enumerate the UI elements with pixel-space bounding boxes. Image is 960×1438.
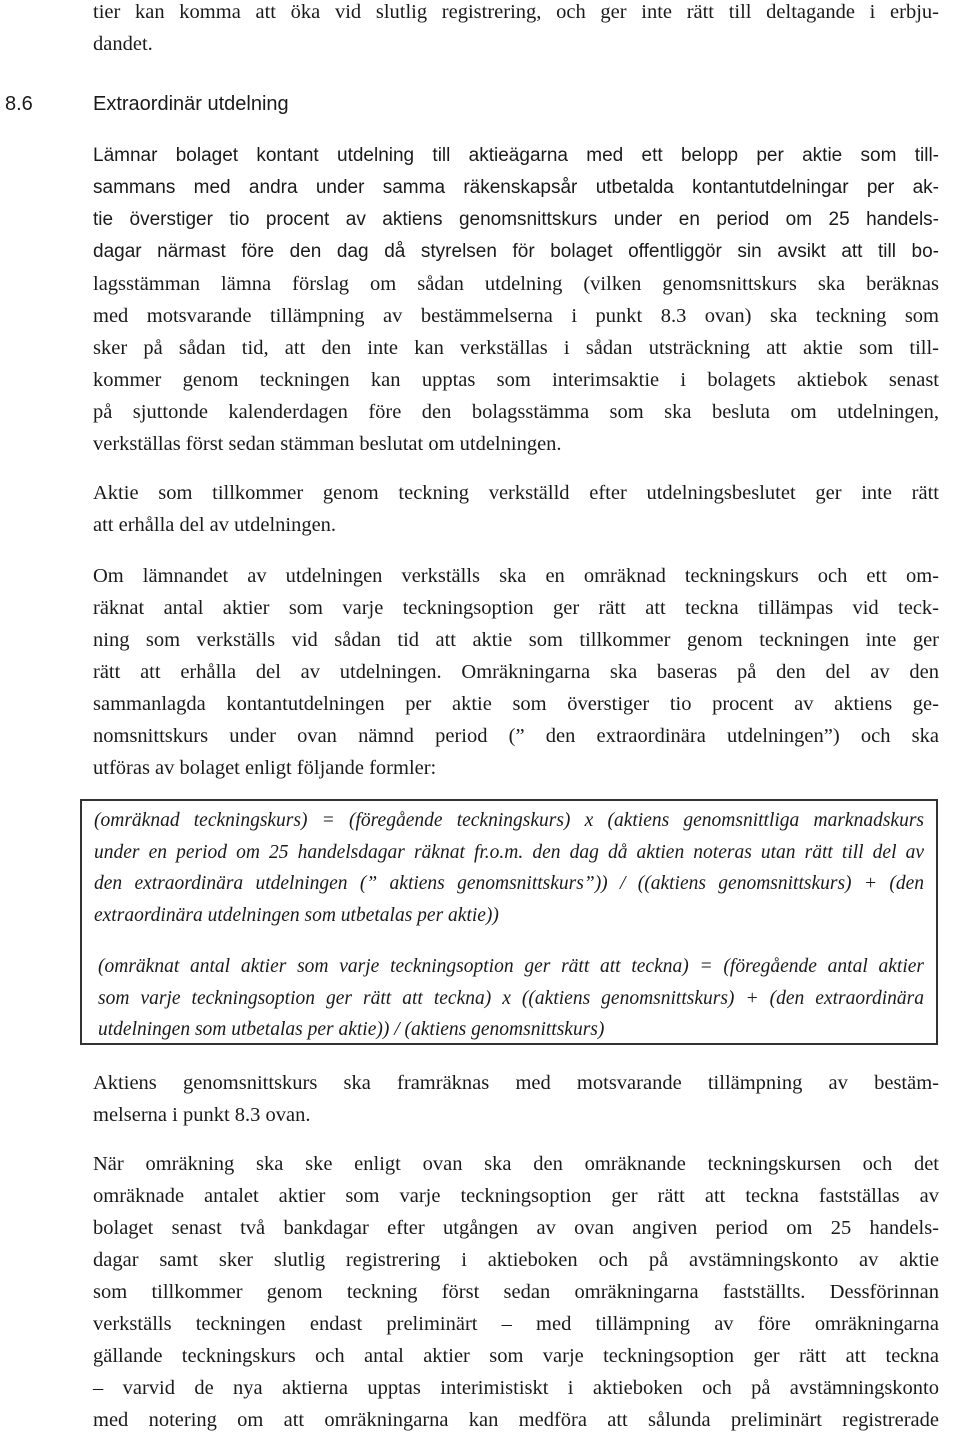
text-line: sker på sådan tid, att den inte kan verkställas i sådan utsträckning att aktie som till- [93, 337, 939, 359]
paragraph-5 [93, 1148, 939, 1436]
text-line: tier kan komma att öka vid slutlig registrering, och ger inte rätt till deltagande i erbju- [93, 1, 939, 23]
text-line: När omräkning ska ske enligt ovan ska den omräknande teckningskursen och det [93, 1153, 939, 1175]
intro-paragraph [93, 0, 939, 60]
formula-antal-aktier [98, 951, 924, 1046]
paragraph-3 [93, 560, 939, 784]
formula-line: den extraordinära utdelningen (” aktiens genomsnittskurs”)) / ((aktiens genomsnittskurs) + (den [94, 873, 924, 894]
formula-line: utdelningen som utbetalas per aktie)) / (aktiens genomsnittskurs) [98, 1019, 605, 1040]
text-line: gällande teckningskurs och antal aktier som varje teckningsoption ger rätt att teckna [93, 1345, 939, 1367]
text-line: dandet. [93, 33, 153, 55]
text-line: utföras av bolaget enligt följande formler: [93, 757, 437, 779]
paragraph-4 [93, 1067, 939, 1131]
text-line: på sjuttonde kalenderdagen före den bolagsstämma som ska besluta om utdelningen, [93, 401, 939, 423]
text-line: omräknade antalet aktier som varje teckningsoption ger rätt att teckna fastställas av [93, 1185, 939, 1207]
text-line: dagar samt sker slutlig registrering i aktieboken och på avstämningskonto av aktie [93, 1249, 939, 1271]
formula-box [80, 799, 938, 1045]
text-line: lagsstämman lämna förslag om sådan utdelning (vilken genomsnittskurs ska beräknas [93, 273, 939, 295]
text-line: Aktie som tillkommer genom teckning verkställd efter utdelningsbeslutet ger inte rätt [93, 482, 939, 504]
paragraph-1-sans [93, 140, 939, 268]
text-line: sammanlagda kontantutdelningen per aktie som överstiger tio procent av aktiens ge- [93, 693, 939, 715]
text-line: dagar närmast före den dag då styrelsen för bolaget offentliggör sin avsikt att till bo- [93, 241, 939, 262]
text-line: verkställs teckningen endast preliminärt – med tillämpning av före omräkningarna [93, 1313, 939, 1335]
formula-line: (omräknad teckningskurs) = (föregående teckningskurs) x (aktiens genomsnittliga marknadskurs [94, 810, 924, 831]
formula-line: som varje teckningsoption ger rätt att teckna) x ((aktiens genomsnittskurs) + (den extraordinära [98, 987, 924, 1009]
section-title: Extraordinär utdelning [93, 93, 289, 115]
text-line: verkställas först sedan stämman beslutat om utdelningen. [93, 433, 562, 455]
paragraph-1-serif [93, 268, 939, 460]
formula-line: (omräknat antal aktier som varje teckningsoption ger rätt att teckna) = (föregående antal aktier [98, 956, 924, 977]
text-line: bolaget senast två bankdagar efter utgången av ovan angiven period om 25 handels- [93, 1217, 939, 1239]
text-line: som tillkommer genom teckning först sedan omräkningarna fastställts. Dessförinnan [93, 1281, 939, 1303]
text-line: räknat antal aktier som varje teckningsoption ger rätt att teckna tillämpas vid teck- [93, 597, 939, 619]
formula-line: extraordinära utdelningen som utbetalas per aktie)) [94, 904, 499, 926]
text-line: sammans med andra under samma räkenskapsår utbetalda kontantutdelningar per ak- [93, 177, 939, 198]
text-line: Om lämnandet av utdelningen verkställs ska en omräknad teckningskurs och ett om- [93, 565, 939, 587]
text-line: kommer genom teckningen kan upptas som interimsaktie i bolagets aktiebok senast [93, 369, 939, 391]
text-line: att erhålla del av utdelningen. [93, 514, 337, 536]
paragraph-2 [93, 477, 939, 541]
text-line: Aktiens genomsnittskurs ska framräknas med motsvarande tillämpning av bestäm- [93, 1072, 939, 1094]
text-line: melserna i punkt 8.3 ovan. [93, 1104, 311, 1126]
text-line: – varvid de nya aktierna upptas interimistiskt i aktieboken och på avstämningskonto [93, 1377, 939, 1399]
text-line: tie överstiger tio procent av aktiens genomsnittskurs under en period om 25 handels- [93, 209, 939, 230]
text-line: nomsnittskurs under ovan nämnd period (” den extraordinära utdelningen”) och ska [93, 725, 939, 747]
text-line: med motsvarande tillämpning av bestämmelserna i punkt 8.3 ovan) ska teckning som [93, 305, 939, 327]
section-number: 8.6 [5, 93, 33, 115]
text-line: ning som verkställs vid sådan tid att aktie som tillkommer genom teckningen inte ger [93, 629, 939, 651]
text-line: med notering om att omräkningarna kan medföra att sålunda preliminärt registrerade [93, 1409, 939, 1431]
text-line: Lämnar bolaget kontant utdelning till aktieägarna med ett belopp per aktie som till- [93, 145, 939, 166]
text-line: rätt att erhålla del av utdelningen. Omräkningarna ska baseras på den del av den [93, 661, 939, 683]
formula-teckningskurs [94, 805, 924, 931]
formula-line: under en period om 25 handelsdagar räknat fr.o.m. den dag då aktien noteras utan rätt till del av [94, 841, 924, 863]
